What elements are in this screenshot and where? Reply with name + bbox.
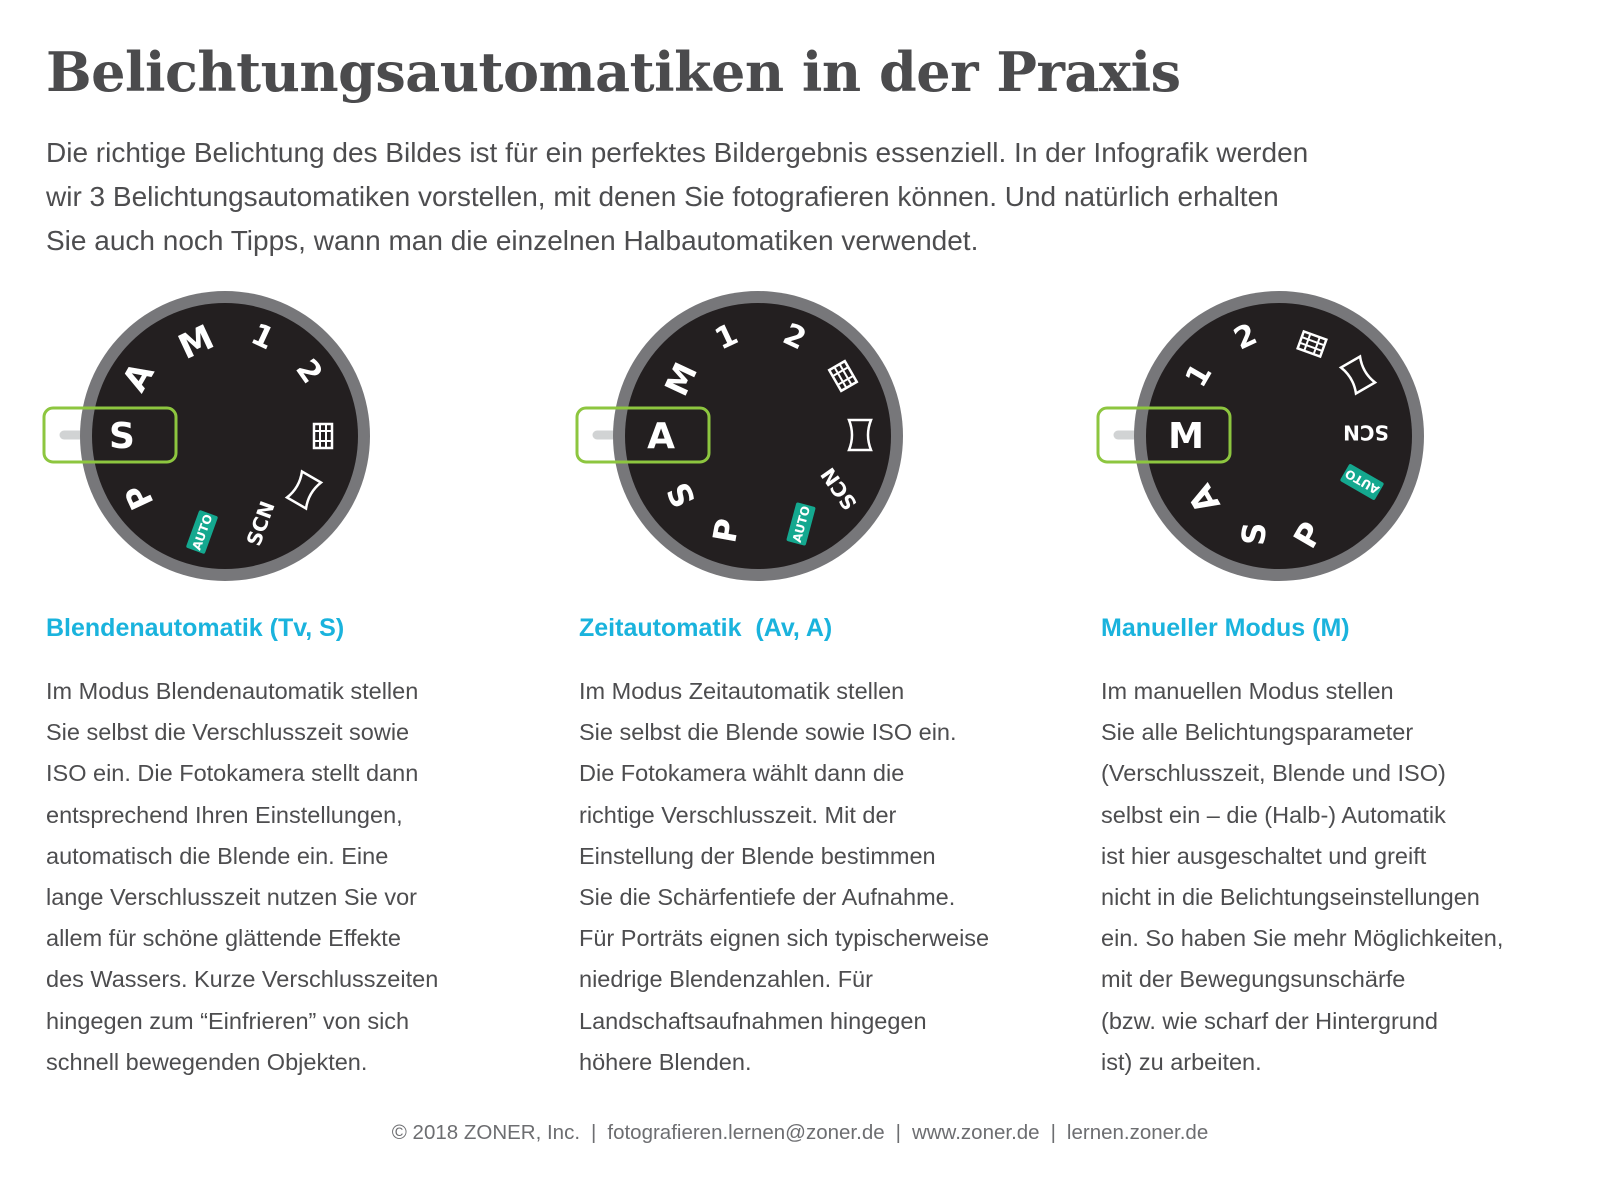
text-line: Im Modus Zeitautomatik stellen — [579, 678, 905, 704]
text-line: allem für schöne glättende Effekte — [46, 925, 401, 952]
mode-dial-aperture-priority — [573, 296, 913, 586]
dial-mode-m: M — [172, 317, 221, 368]
text-line: Sie alle Belichtungsparameter — [1101, 719, 1414, 746]
dial-mode-p: P — [117, 478, 162, 516]
mode-dial-shutter-priority — [40, 296, 380, 586]
dial-mode-s: S — [1234, 520, 1274, 547]
column-title-aperture-priority: Zeitautomatik (Av, A) — [579, 614, 833, 642]
dial-mode-scn: SCN — [815, 463, 862, 515]
text-line: Im manuellen Modus stellen — [1101, 678, 1394, 704]
intro-line: Die richtige Belichtung des Bildes ist für ein perfektes Bildergebnis essenziell. In der Infografik werden — [46, 137, 1309, 168]
mode-dial-graphic — [40, 296, 380, 586]
text-line: Sie selbst die Verschlusszeit sowie — [46, 719, 410, 746]
text-line: schnell bewegenden Objekten. — [46, 1048, 368, 1075]
text-line: ist) zu arbeiten. — [1101, 1048, 1262, 1075]
intro-line: Sie auch noch Tipps, wann man die einzelnen Halbautomatiken verwendet. — [46, 225, 979, 256]
dial-mode-a: A — [647, 416, 675, 457]
text-line: Sie selbst die Blende sowie ISO ein. — [579, 719, 957, 746]
dial-mode-scn: SCN — [1343, 420, 1389, 445]
text-line: Einstellung der Blende bestimmen — [579, 842, 936, 869]
mode-dial-manual — [1094, 296, 1434, 586]
text-line: (Verschlusszeit, Blende und ISO) — [1101, 760, 1446, 787]
column-title-shutter-priority: Blendenautomatik (Tv, S) — [46, 614, 345, 642]
text-line: Die Fotokamera wählt dann die — [579, 760, 905, 787]
mode-dial-graphic — [573, 296, 913, 586]
footer-email-link[interactable]: fotografieren.lernen@zoner.de — [607, 1121, 885, 1144]
column-text-shutter-priority — [46, 671, 438, 1083]
mode-dial-graphic — [1094, 296, 1434, 586]
text-line: niedrige Blendenzahlen. Für — [579, 966, 873, 993]
dial-mode-scn: SCN — [241, 497, 280, 550]
column-title-manual: Manueller Modus (M) — [1101, 614, 1350, 642]
footer-website-link[interactable]: www.zoner.de — [911, 1121, 1040, 1144]
text-line: Sie die Schärfentiefe der Aufnahme. — [579, 884, 956, 911]
dial-mode-m: M — [1168, 416, 1204, 457]
dial-mode-s: S — [659, 476, 704, 514]
text-line: ein. So haben Sie mehr Möglichkeiten, — [1101, 925, 1504, 952]
text-line: richtige Verschlusszeit. Mit der — [579, 801, 897, 828]
footer-separator: | — [1050, 1121, 1056, 1144]
dial-mode-s: S — [109, 416, 135, 457]
intro-paragraph — [46, 131, 1476, 263]
dial-mode-a: A — [114, 355, 163, 399]
dial-mode-1: 1 — [245, 316, 280, 358]
text-line: nicht in die Belichtungseinstellungen — [1101, 884, 1480, 911]
auto-badge-label: AUTO — [1342, 466, 1382, 497]
dial-mode-m: M — [657, 356, 706, 402]
dial-mode-2: 2 — [1228, 316, 1263, 358]
text-line: des Wassers. Kurze Verschlusszeiten — [46, 966, 439, 993]
dial-mode-a: A — [1180, 477, 1229, 521]
text-line: automatisch die Blende ein. Eine — [46, 842, 389, 869]
footer — [0, 1121, 1600, 1145]
footer-learn-link[interactable]: lernen.zoner.de — [1066, 1121, 1209, 1144]
text-line: lange Verschlusszeit nutzen Sie vor — [46, 884, 417, 911]
footer-separator: | — [591, 1121, 597, 1144]
dial-mode-1: 1 — [709, 316, 744, 358]
text-line: Landschaftsaufnahmen hingegen — [579, 1007, 927, 1034]
dial-mode-2: 2 — [777, 316, 812, 358]
auto-badge-label: AUTO — [789, 504, 814, 544]
text-line: selbst ein – die (Halb-) Automatik — [1101, 801, 1446, 828]
footer-copyright: © 2018 ZONER, Inc. — [391, 1121, 581, 1144]
auto-badge-label: AUTO — [189, 512, 216, 552]
column-text-aperture-priority — [579, 671, 989, 1083]
text-line: ist hier ausgeschaltet und greift — [1101, 842, 1427, 869]
text-line: mit der Bewegungsunschärfe — [1101, 966, 1406, 993]
intro-line: wir 3 Belichtungsautomatiken vorstellen, mit denen Sie fotografieren können. Und natürlich erhalten — [46, 181, 1279, 212]
column-text-manual — [1101, 671, 1503, 1083]
text-line: ISO ein. Die Fotokamera stellt dann — [46, 760, 419, 787]
text-line: (bzw. wie scharf der Hintergrund — [1101, 1007, 1438, 1034]
text-line: hingegen zum “Einfrieren” von sich — [46, 1007, 410, 1034]
text-line: höhere Blenden. — [579, 1048, 752, 1075]
text-line: Für Porträts eignen sich typischerweise — [579, 925, 990, 952]
dial-mode-p: P — [705, 515, 747, 546]
dial-mode-p: P — [1285, 515, 1331, 555]
page-title: Belichtungsautomatiken in der Praxis — [46, 40, 1181, 104]
footer-separator: | — [895, 1121, 901, 1144]
text-line: entsprechend Ihren Einstellungen, — [46, 801, 403, 828]
dial-mode-1: 1 — [1178, 357, 1220, 394]
text-line: Im Modus Blendenautomatik stellen — [46, 678, 419, 704]
dial-mode-2: 2 — [288, 352, 330, 391]
